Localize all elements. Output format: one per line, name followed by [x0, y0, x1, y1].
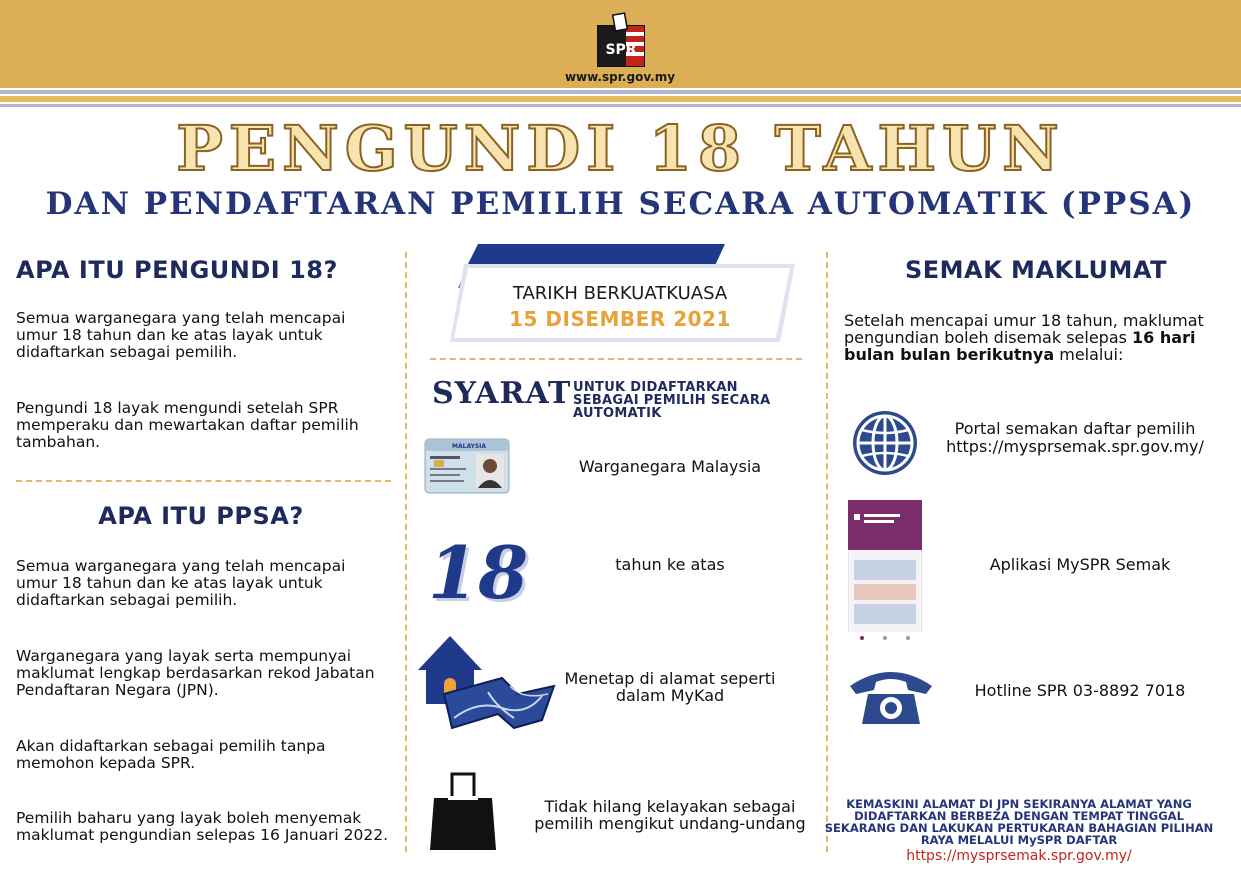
globe-icon — [850, 408, 920, 478]
paragraph: Warganegara yang layak serta mempunyai maklumat lengkap berdasarkan rekod Jabatan Pendaftaran Negara (JPN). — [16, 647, 375, 699]
logo-text: SPR — [605, 42, 637, 58]
syarat-title: SYARAT — [432, 376, 572, 411]
address-update-notice: KEMASKINI ALAMAT DI JPN SEKIRANYA ALAMAT YANG DIDAFTARKAN BERBEZA DENGAN TEMPAT TINGGAL SEKARANG DAN LAKUKAN PERTUKARAN BAHAGIAN PILIHAN RAYA MELALUI MySPR DAFTAR — [824, 797, 1214, 847]
website-url[interactable]: www.spr.gov.my — [564, 70, 676, 84]
header-stripe — [0, 96, 1241, 102]
semak-intro — [844, 312, 1224, 363]
header-stripe — [0, 104, 1241, 107]
id-card-icon — [424, 438, 510, 494]
requirement-text: tahun ke atas — [615, 555, 725, 574]
column-divider — [826, 252, 828, 852]
paragraph: Akan didaftarkan sebagai pemilih tanpa memohon kepada SPR. — [16, 737, 326, 772]
page-title: PENGUNDI 18 TAHUN — [176, 112, 1065, 185]
phone-app-icon — [848, 500, 922, 644]
heading-ppsa: APA ITU PPSA? — [98, 502, 304, 530]
id-card-text: MALAYSIA — [452, 443, 487, 450]
section-divider — [16, 480, 391, 482]
notice-link[interactable]: https://mysprsemak.spr.gov.my/ — [906, 848, 1132, 864]
page-subtitle: DAN PENDAFTARAN PEMILIH SECARA AUTOMATIK (PPSA) — [45, 186, 1196, 222]
method-portal-url[interactable]: https://mysprsemak.spr.gov.my/ — [946, 437, 1204, 456]
semak-intro-text: melalui: — [1054, 345, 1124, 364]
method-portal-label: Portal semakan daftar pemilih — [954, 419, 1196, 438]
header-stripe — [0, 90, 1241, 94]
paragraph: Pemilih baharu yang layak boleh menyemak maklumat pengundian selepas 16 Januari 2022. — [16, 809, 389, 844]
age-18-icon: 18 — [428, 530, 529, 615]
spr-logo — [592, 10, 650, 68]
method-app-label: Aplikasi MySPR Semak — [989, 555, 1171, 574]
telephone-icon — [846, 664, 936, 726]
effective-date-label: TARIKH BERKUATKUASA — [512, 283, 728, 304]
semak-intro-text: Setelah mencapai umur 18 tahun, maklumat pengundian boleh disemak selepas — [844, 311, 1204, 347]
section-divider — [430, 358, 802, 360]
ballot-box-icon — [428, 772, 498, 852]
heading-semak: SEMAK MAKLUMAT — [904, 256, 1168, 284]
requirement-text: Warganegara Malaysia — [578, 457, 762, 476]
heading-pengundi18: APA ITU PENGUNDI 18? — [16, 256, 338, 284]
paragraph: Semua warganegara yang telah mencapai umur 18 tahun dan ke atas layak untuk didaftarkan sebagai pemilih. — [16, 309, 346, 361]
requirement-text: Menetap di alamat seperti dalam MyKad — [564, 669, 776, 705]
method-hotline-label: Hotline SPR 03-8892 7018 — [974, 681, 1186, 700]
column-divider — [405, 252, 407, 852]
effective-date-value: 15 DISEMBER 2021 — [509, 307, 731, 331]
paragraph: Semua warganegara yang telah mencapai umur 18 tahun dan ke atas layak untuk didaftarkan sebagai pemilih. — [16, 557, 346, 609]
paragraph: Pengundi 18 layak mengundi setelah SPR memperaku dan mewartakan daftar pemilih tambahan. — [16, 399, 359, 451]
house-map-icon — [418, 634, 558, 744]
requirement-text: Tidak hilang kelayakan sebagai pemilih mengikut undang-undang — [534, 797, 806, 833]
syarat-subtitle: UNTUK DIDAFTARKAN SEBAGAI PEMILIH SECARA AUTOMATIK — [573, 380, 771, 421]
semak-intro-bold: 16 hari bulan bulan berikutnya — [844, 328, 1196, 364]
